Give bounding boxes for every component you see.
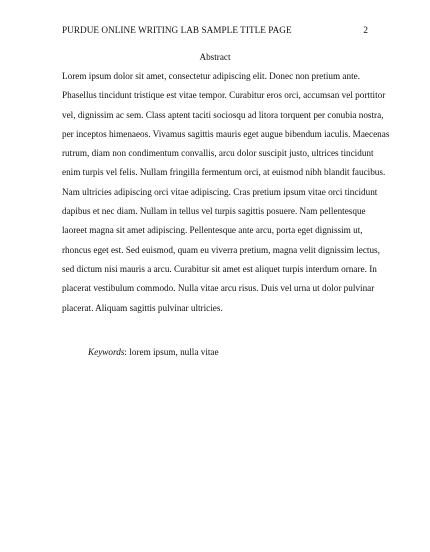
- abstract-line: per inceptos himenaeos. Vivamus sagittis mauris eget augue bibendum iaculis. Maecenas: [62, 128, 390, 139]
- keywords-line: [88, 347, 219, 357]
- abstract-line: rhoncus eget est. Sed euismod, quam eu viverra pretium, magna velit dignissim lectus,: [62, 244, 380, 255]
- abstract-line: placerat vestibulum commodo. Nulla vitae arcu risus. Duis vel urna ut dolor pulvinar: [62, 283, 375, 294]
- keywords-label: Keywords: [88, 347, 125, 357]
- abstract-body: [62, 67, 390, 318]
- running-head: PURDUE ONLINE WRITING LAB SAMPLE TITLE PAGE: [62, 25, 292, 35]
- abstract-line: Phasellus tincidunt tristique est vitae tempor. Curabitur eros orci, accumsan vel porttitor: [62, 90, 386, 101]
- page-number: 2: [363, 25, 368, 35]
- abstract-line: laoreet magna sit amet adipiscing. Pellentesque ante arcu, porta eget dignissim ut,: [62, 225, 363, 236]
- keywords-value: lorem ipsum, nulla vitae: [129, 347, 219, 357]
- abstract-line: placerat. Aliquam sagittis pulvinar ultricies.: [62, 302, 223, 313]
- keywords-separator: :: [124, 347, 130, 357]
- abstract-line: rutrum, diam non condimentum convallis, arcu dolor suscipit justo, ultrices tincidunt: [62, 148, 374, 159]
- abstract-line: Lorem ipsum dolor sit amet, consectetur adipiscing elit. Donec non pretium ante.: [62, 71, 361, 81]
- abstract-heading: Abstract: [199, 52, 231, 62]
- abstract-line: sed dictum nisi mauris a arcu. Curabitur sit amet est aliquet turpis interdum ornare. In: [62, 263, 377, 274]
- abstract-line: enim turpis vel felis. Nullam fringilla fermentum orci, at euismod nibh blandit faucibus.: [62, 167, 386, 178]
- abstract-line: Nam ultricies adipiscing orci vitae adipiscing. Cras pretium ipsum vitae orci tincidunt: [62, 186, 378, 197]
- abstract-line: dapibus et nec diam. Nullam in tellus vel turpis sagittis posuere. Nam pellentesque: [62, 206, 366, 217]
- abstract-line: vel, dignissim ac sem. Class aptent taciti sociosqu ad litora torquent per conubia nostra,: [62, 109, 384, 120]
